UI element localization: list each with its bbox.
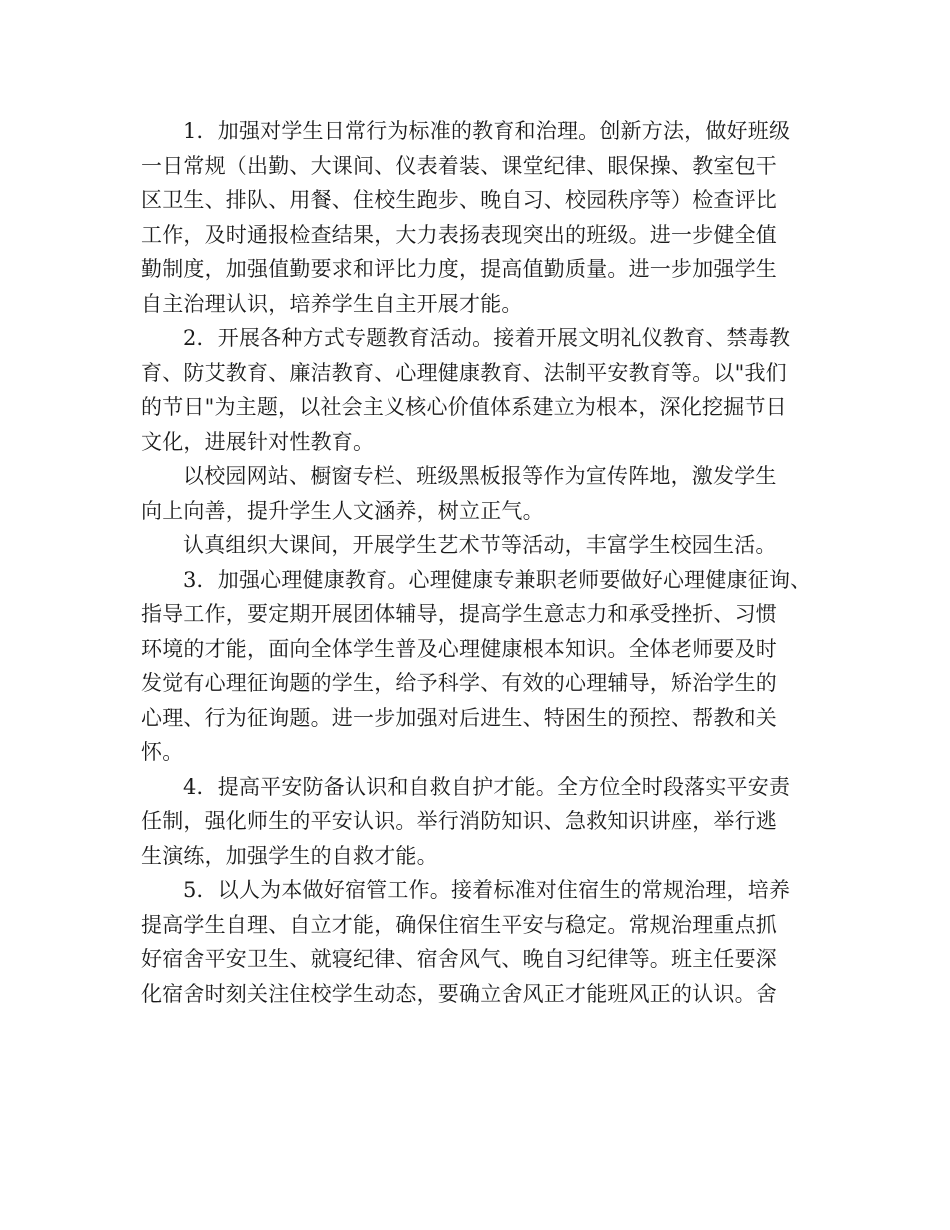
text-line: 向上向善，提升学生人文涵养，树立正气。 bbox=[141, 498, 544, 523]
text-line: 3．加强心理健康教育。心理健康专兼职老师要做好心理健康征询、 bbox=[183, 567, 812, 592]
text-line: 区卫生、排队、用餐、住校生跑步、晚自习、校园秩序等）检查评比 bbox=[141, 188, 777, 212]
text-line: 文化，进展针对性教育。 bbox=[141, 429, 375, 454]
text-line: 以校园网站、橱窗专栏、班级黑板报等作为宣传阵地，激发学生 bbox=[183, 464, 777, 488]
text-line: 环境的才能，面向全体学生普及心理健康根本知识。全体老师要及时 bbox=[141, 636, 777, 661]
text-line: 勤制度，加强值勤要求和评比力度，提高值勤质量。进一步加强学生 bbox=[141, 257, 777, 281]
text-line: 心理、行为征询题。进一步加强对后进生、特困生的预控、帮教和关 bbox=[141, 705, 777, 730]
text-line: 怀。 bbox=[141, 740, 184, 764]
text-line: 指导工作，要定期开展团体辅导，提高学生意志力和承受挫折、习惯 bbox=[141, 602, 777, 626]
text-line: 生演练，加强学生的自救才能。 bbox=[141, 843, 438, 868]
text-line: 2．开展各种方式专题教育活动。接着开展文明礼仪教育、禁毒教 bbox=[183, 326, 791, 350]
text-line: 自主治理认识，培养学生自主开展才能。 bbox=[141, 291, 523, 316]
text-line: 化宿舍时刻关注住校学生动态，要确立舍风正才能班风正的认识。舍 bbox=[141, 981, 777, 1006]
text-line: 育、防艾教育、廉洁教育、心理健康教育、法制平安教育等。以"我们 bbox=[141, 360, 787, 385]
text-line: 5．以人为本做好宿管工作。接着标准对住宿生的常规治理，培养 bbox=[183, 878, 791, 902]
text-line: 的节日"为主题，以社会主义核心价值体系建立为根本，深化挖掘节日 bbox=[141, 395, 787, 419]
text-line: 提高学生自理、自立才能，确保住宿生平安与稳定。常规治理重点抓 bbox=[141, 912, 777, 937]
text-line: 一日常规（出勤、大课间、仪表着装、课堂纪律、眼保操、教室包干 bbox=[141, 153, 777, 178]
document-body bbox=[141, 114, 821, 1011]
text-line: 任制，强化师生的平安认识。举行消防知识、急救知识讲座，举行逃 bbox=[141, 809, 777, 833]
text-line: 认真组织大课间，开展学生艺术节等活动，丰富学生校园生活。 bbox=[183, 533, 777, 557]
text-line: 发觉有心理征询题的学生，给予科学、有效的心理辅导，矫治学生的 bbox=[141, 671, 777, 695]
text-line: 工作，及时通报检查结果，大力表扬表现突出的班级。进一步健全值 bbox=[141, 222, 777, 247]
text-line: 好宿舍平安卫生、就寝纪律、宿舍风气、晚自习纪律等。班主任要深 bbox=[141, 947, 777, 971]
text-line: 1．加强对学生日常行为标准的教育和治理。创新方法，做好班级 bbox=[183, 119, 791, 143]
text-line: 4．提高平安防备认识和自救自护才能。全方位全时段落实平安责 bbox=[183, 774, 791, 799]
